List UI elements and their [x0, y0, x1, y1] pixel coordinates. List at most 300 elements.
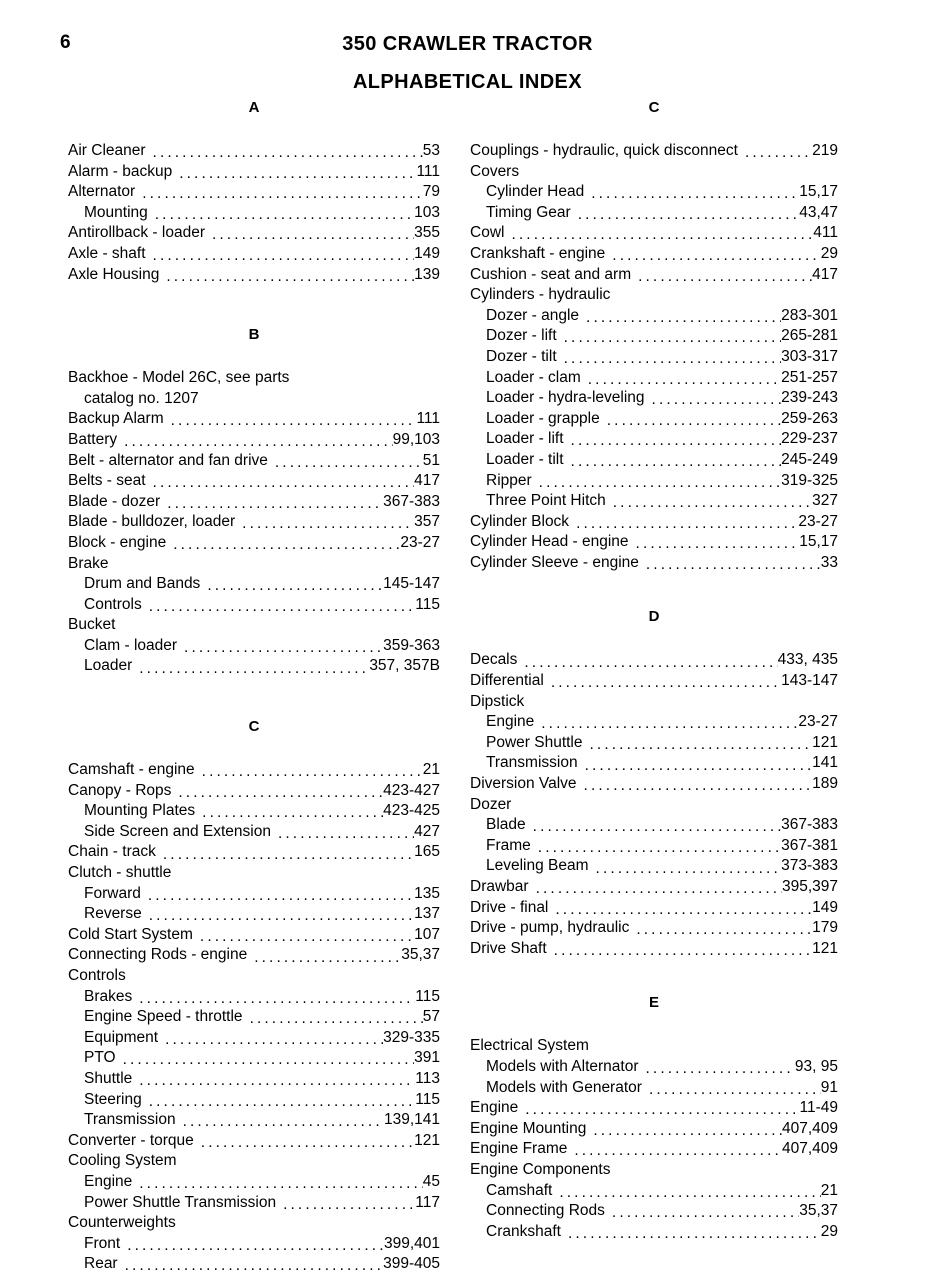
index-entry-pages: 29: [820, 244, 838, 262]
index-entry-frame[interactable]: [470, 836, 838, 857]
index-entry-pages: 143-147: [781, 672, 838, 690]
index-entry-pages: 35,37: [401, 946, 440, 964]
index-entry-pages: 245-249: [781, 450, 838, 468]
index-entry-pages: 433, 435: [777, 651, 838, 669]
dot-leader: [525, 1098, 799, 1119]
index-entry-power-shuttle-transmission[interactable]: [68, 1193, 440, 1214]
index-entry-clam-loader[interactable]: [68, 636, 440, 657]
index-entry-label: Crankshaft: [486, 1222, 561, 1240]
index-entry-pages: 395,397: [781, 878, 838, 895]
index-entry-label: Chain - track: [68, 843, 156, 861]
index-entry-leveling-beam[interactable]: [470, 856, 838, 877]
index-entry-steering[interactable]: [68, 1090, 440, 1111]
index-entry-pages: 259-263: [781, 409, 838, 427]
index-entry-label: Side Screen and Extension: [84, 822, 271, 840]
index-entry-label: Connecting Rods: [486, 1202, 605, 1220]
index-entry-drive-shaft[interactable]: [470, 939, 838, 960]
document-title: 350 CRAWLER TRACTOR: [342, 33, 593, 55]
index-entry-chain-track[interactable]: [68, 842, 440, 863]
index-entry-label: Dozer - tilt: [486, 347, 557, 365]
dot-leader: [139, 1172, 422, 1193]
dot-leader: [539, 471, 781, 492]
dot-leader: [124, 430, 392, 451]
index-entry-label: catalog no. 1207: [84, 389, 199, 407]
index-entry-antirollback-loader[interactable]: [68, 223, 440, 244]
index-entry-label: Engine: [470, 1099, 519, 1117]
dot-leader: [149, 1090, 416, 1111]
dot-leader: [652, 388, 782, 409]
index-entry-pages: 121: [414, 1131, 440, 1149]
index-entry-cylinders-hydraulic[interactable]: [470, 285, 838, 306]
index-entry-label: Front: [84, 1234, 121, 1252]
dot-leader: [574, 1139, 782, 1160]
index-entry-label: Alarm - backup: [68, 162, 173, 180]
index-entry-label: Models with Alternator: [486, 1057, 639, 1075]
dot-leader: [586, 306, 781, 327]
index-entry-alarm-backup[interactable]: [68, 162, 440, 183]
index-entry-pages: 417: [414, 472, 440, 490]
index-entry-label: Diversion Valve: [470, 775, 577, 793]
index-entry-brakes[interactable]: [68, 987, 440, 1008]
index-entry-power-shuttle[interactable]: [470, 733, 838, 754]
dot-leader: [125, 1254, 384, 1275]
index-entry-label: Engine Frame: [470, 1140, 568, 1158]
index-entry-pages: 165: [414, 843, 440, 861]
index-entry-label: Transmission: [486, 754, 578, 772]
index-entry-pages: 367-383: [781, 816, 838, 834]
index-entry-blade-bulldozer-loader[interactable]: [68, 512, 440, 533]
index-entry-label: Models with Generator: [486, 1078, 642, 1096]
index-entry-pages: 33: [820, 553, 838, 571]
index-entry-label: Mounting Plates: [84, 802, 196, 820]
index-entry-label: Drive Shaft: [470, 939, 547, 957]
index-entry-label: Clam - loader: [84, 636, 178, 654]
index-entry-drawbar[interactable]: [470, 877, 838, 898]
section-letter-a: A: [248, 99, 260, 116]
index-entry-label: Dozer - lift: [486, 327, 557, 345]
index-entry-differential[interactable]: [470, 671, 838, 692]
dot-leader: [139, 656, 369, 677]
dot-leader: [568, 1222, 821, 1243]
dot-leader: [578, 203, 800, 224]
dot-leader: [178, 781, 383, 802]
index-entry-label: Backup Alarm: [68, 410, 164, 428]
index-entry-label: Loader: [84, 657, 133, 675]
index-entry-label: Leveling Beam: [486, 857, 589, 875]
index-entry-label: Mounting: [84, 203, 148, 221]
index-entry-pages: 399-405: [383, 1255, 440, 1273]
index-entry-label: Engine: [486, 713, 535, 731]
index-entry-label: Clutch - shuttle: [68, 864, 172, 882]
dot-leader: [139, 1069, 415, 1090]
index-entry-side-screen-and-extension[interactable]: [68, 822, 440, 843]
index-entry-pages: 423-427: [383, 781, 440, 799]
section-letter-c: C: [648, 99, 660, 116]
index-entry-belt-alternator-and-fan-drive[interactable]: [68, 451, 440, 472]
dot-leader: [571, 429, 782, 450]
index-entry-engine-mounting[interactable]: [470, 1119, 838, 1140]
index-entry-pages: 145-147: [383, 575, 440, 593]
index-entry-pages: 21: [820, 1181, 838, 1199]
index-entry-loader-clam[interactable]: [470, 368, 838, 389]
index-entry-couplings-hydraulic-quick-disconnect[interactable]: [470, 141, 838, 162]
index-entry-dozer-angle[interactable]: [470, 306, 838, 327]
index-entry-alternator[interactable]: [68, 182, 440, 203]
index-entry-connecting-rods-engine[interactable]: [68, 945, 440, 966]
index-entry-pages: 23-27: [400, 533, 440, 551]
index-entry-pages: 407,409: [781, 1119, 838, 1137]
index-entry-pages: 23-27: [798, 713, 838, 731]
index-entry-electrical-system[interactable]: [470, 1036, 838, 1057]
index-entry-label: Air Cleaner: [68, 142, 146, 159]
dot-leader: [212, 223, 414, 244]
index-entry-mounting[interactable]: [68, 203, 440, 224]
index-entry-pages: 111: [416, 410, 440, 428]
index-entry-controls[interactable]: [68, 966, 440, 987]
index-entry-label: Crankshaft - engine: [470, 244, 606, 262]
index-entry-label: Cylinder Block: [470, 512, 570, 530]
dot-leader: [155, 203, 414, 224]
index-entry-drum-and-bands[interactable]: [68, 574, 440, 595]
section-letter-block-b-left: [68, 285, 440, 368]
index-entry-timing-gear[interactable]: [470, 203, 838, 224]
index-entry-ripper[interactable]: [470, 471, 838, 492]
index-entry-blade-dozer[interactable]: [68, 492, 440, 513]
index-entry-label: PTO: [84, 1049, 116, 1067]
index-entry-loader[interactable]: [68, 656, 440, 677]
index-entry-bucket[interactable]: [68, 615, 440, 636]
index-entry-pages: 355: [414, 224, 440, 242]
index-entry-forward[interactable]: [68, 884, 440, 905]
index-entry-dozer-tilt[interactable]: [470, 347, 838, 368]
index-entry-label: Loader - grapple: [486, 409, 600, 427]
index-section-d-right: [470, 650, 838, 959]
index-entry-pages: 113: [415, 1069, 440, 1087]
dot-leader: [127, 1234, 384, 1255]
index-entry-pages: 11-49: [799, 1099, 838, 1117]
index-entry-covers[interactable]: [470, 162, 838, 183]
index-entry-label: Blade: [486, 816, 526, 834]
index-entry-brake[interactable]: [68, 554, 440, 575]
dot-leader: [638, 265, 812, 286]
index-entry-label: Decals: [470, 651, 518, 669]
index-entry-label: Canopy - Rops: [68, 781, 172, 799]
index-entry-camshaft-engine[interactable]: [68, 760, 440, 781]
dot-leader: [123, 1048, 415, 1069]
index-entry-three-point-hitch[interactable]: [470, 491, 838, 512]
index-entry-label: Three Point Hitch: [486, 492, 606, 510]
index-entry-label: Controls: [68, 967, 126, 984]
dot-leader: [612, 244, 820, 265]
index-entry-label: Steering: [84, 1090, 142, 1108]
index-entry-label: Cooling System: [68, 1152, 177, 1170]
index-entry-dozer[interactable]: [470, 795, 838, 816]
index-entry-pages: 137: [414, 905, 440, 923]
dot-leader: [555, 898, 812, 919]
dot-leader: [591, 182, 799, 203]
index-entry-label: Camshaft - engine: [68, 761, 195, 779]
index-entry-canopy-rops[interactable]: [68, 781, 440, 802]
index-entry-cooling-system[interactable]: [68, 1151, 440, 1172]
index-entry-label: Axle Housing: [68, 265, 160, 283]
dot-leader: [200, 925, 414, 946]
index-entry-label: Loader - lift: [486, 430, 564, 448]
index-entry-pages: 423-425: [383, 802, 440, 820]
page-number: 6: [60, 32, 71, 53]
index-entry-label: Connecting Rods - engine: [68, 946, 248, 964]
index-entry-label: Dozer - angle: [486, 306, 580, 324]
index-entry-diversion-valve[interactable]: [470, 774, 838, 795]
dot-leader: [149, 904, 414, 925]
index-entry-label: Blade - dozer: [68, 492, 161, 510]
section-letter-c: C: [248, 718, 260, 736]
dot-leader: [275, 451, 423, 472]
index-entry-mounting-plates[interactable]: [68, 801, 440, 822]
document-subtitle: ALPHABETICAL INDEX: [352, 71, 583, 93]
index-section-b-left: [68, 368, 440, 677]
index-section-c-left: [68, 760, 440, 1275]
section-letter-d: D: [648, 608, 660, 626]
dot-leader: [139, 987, 415, 1008]
dot-leader: [576, 512, 798, 533]
index-entry-cowl[interactable]: [470, 223, 838, 244]
index-entry-transmission[interactable]: [470, 753, 838, 774]
index-entry-engine[interactable]: [470, 712, 838, 733]
dot-leader: [202, 760, 423, 781]
index-section-a-left: [68, 141, 440, 285]
index-entry-shuttle[interactable]: [68, 1069, 440, 1090]
index-entry-label: Cowl: [470, 224, 505, 242]
dot-leader: [613, 491, 812, 512]
dot-leader: [745, 141, 812, 162]
index-entry-label: Axle - shaft: [68, 244, 146, 262]
index-entry-drive-pump-hydraulic[interactable]: [470, 918, 838, 939]
dot-leader: [148, 884, 414, 905]
dot-leader: [636, 532, 800, 553]
index-entry-pages: 121: [812, 939, 838, 957]
index-entry-cylinder-head[interactable]: [470, 182, 838, 203]
dot-leader: [571, 450, 782, 471]
index-entry-label: Blade - bulldozer, loader: [68, 513, 236, 531]
index-entry-label: Ripper: [486, 471, 532, 489]
index-entry-label: Controls: [84, 595, 142, 613]
index-entry-drive-final[interactable]: [470, 898, 838, 919]
index-entry-label: Belts - seat: [68, 472, 146, 490]
dot-leader: [554, 939, 812, 960]
dot-leader: [250, 1007, 423, 1028]
index-entry-pages: 35,37: [799, 1202, 838, 1220]
index-entry-engine-components[interactable]: [470, 1160, 838, 1181]
index-section-e-right: [470, 1036, 838, 1242]
index-entry-pages: 427: [414, 822, 440, 840]
dot-leader: [588, 368, 781, 389]
index-entry-pages: 79: [422, 183, 440, 201]
index-entry-label: Forward: [84, 884, 141, 902]
index-entry-pages: 53: [422, 142, 440, 159]
index-entry-pages: 149: [812, 898, 838, 916]
index-entry-controls[interactable]: [68, 595, 440, 616]
index-entry-pages: 43,47: [799, 203, 838, 221]
index-entry-pages: 121: [812, 733, 838, 751]
dot-leader: [584, 774, 813, 795]
index-entry-crankshaft-engine[interactable]: [470, 244, 838, 265]
index-entry-block-engine[interactable]: [68, 533, 440, 554]
index-entry-pages: 15,17: [799, 183, 838, 201]
index-entry-label: Belt - alternator and fan drive: [68, 451, 268, 469]
dot-leader: [163, 842, 414, 863]
index-entry-engine[interactable]: [68, 1172, 440, 1193]
index-entry-axle-housing[interactable]: [68, 265, 440, 286]
index-entry-camshaft[interactable]: [470, 1181, 838, 1202]
dot-leader: [538, 836, 781, 857]
index-entry-loader-tilt[interactable]: [470, 450, 838, 471]
index-entry-label: Electrical System: [470, 1037, 589, 1055]
index-entry-pages: 399,401: [383, 1234, 440, 1252]
index-entry-label: Engine Components: [470, 1160, 611, 1178]
index-entry-pages: 115: [415, 595, 440, 613]
index-entry-cylinder-sleeve-engine[interactable]: [470, 553, 838, 574]
dot-leader: [167, 492, 383, 513]
index-entry-loader-lift[interactable]: [470, 429, 838, 450]
index-entry-pages: 99,103: [392, 430, 440, 448]
index-entry-cylinder-block[interactable]: [470, 512, 838, 533]
index-entry-models-with-alternator[interactable]: [470, 1057, 838, 1078]
index-entry-crankshaft[interactable]: [470, 1222, 838, 1243]
index-entry-engine-speed-throttle[interactable]: [68, 1007, 440, 1028]
index-entry-pages: 367-381: [781, 836, 838, 854]
index-entry-label: Block - engine: [68, 533, 167, 551]
index-entry-loader-grapple[interactable]: [470, 409, 838, 430]
index-entry-pages: 115: [415, 1090, 440, 1108]
index-entry-loader-hydra-leveling[interactable]: [470, 388, 838, 409]
index-entry-label: Brakes: [84, 987, 133, 1005]
index-entry-engine-frame[interactable]: [470, 1139, 838, 1160]
index-entry-label: Cushion - seat and arm: [470, 265, 632, 283]
index-entry-pages: 23-27: [798, 512, 838, 530]
index-entry-pages: 283-301: [781, 306, 838, 324]
dot-leader: [585, 753, 813, 774]
index-entry-label: Loader - clam: [486, 368, 581, 386]
dot-leader: [153, 471, 415, 492]
index-entry-backhoe-model-26c-see-parts[interactable]: [68, 368, 440, 389]
dot-leader: [593, 1119, 782, 1140]
index-entry-pages: 251-257: [781, 368, 838, 386]
index-entry-pages: 303-317: [781, 347, 838, 365]
section-letter-b: B: [248, 326, 260, 344]
index-entry-pages: 189: [812, 775, 838, 793]
index-entry-cold-start-system[interactable]: [68, 925, 440, 946]
index-entry-connecting-rods[interactable]: [470, 1201, 838, 1222]
dot-leader: [165, 1028, 383, 1049]
index-entry-pages: 91: [820, 1078, 838, 1096]
index-entry-pages: 107: [414, 925, 440, 943]
index-entry-pages: 391: [414, 1049, 440, 1067]
index-entry-engine[interactable]: [470, 1098, 838, 1119]
index-entry-rear[interactable]: [68, 1254, 440, 1275]
dot-leader: [524, 650, 777, 671]
index-entry-label: Battery: [68, 430, 118, 448]
index-entry-pages: 15,17: [799, 533, 838, 551]
index-entry-belts-seat[interactable]: [68, 471, 440, 492]
index-entry-pages: 117: [415, 1193, 440, 1211]
index-entry-label: Camshaft: [486, 1181, 553, 1199]
index-entry-converter-torque[interactable]: [68, 1131, 440, 1152]
index-entry-label: Couplings - hydraulic, quick disconnect: [470, 142, 738, 159]
index-entry-pages: 179: [812, 919, 838, 937]
section-letter-block-c-right: [470, 100, 838, 141]
index-entry-pages: 135: [414, 884, 440, 902]
index-entry-catalog-no-1207[interactable]: [68, 389, 440, 410]
dot-leader: [564, 347, 781, 368]
index-entry-label: Cylinder Sleeve - engine: [470, 553, 639, 571]
index-entry-label: Cylinder Head: [486, 183, 585, 201]
dot-leader: [590, 733, 813, 754]
index-entry-pages: 417: [812, 265, 838, 283]
index-entry-label: Cold Start System: [68, 925, 193, 943]
index-entry-pages: 21: [422, 761, 440, 779]
index-entry-label: Converter - torque: [68, 1131, 194, 1149]
index-entry-pages: 407,409: [781, 1140, 838, 1158]
index-entry-blade[interactable]: [470, 815, 838, 836]
index-entry-label: Drum and Bands: [84, 575, 201, 593]
dot-leader: [636, 918, 812, 939]
index-entry-label: Dozer: [470, 795, 512, 813]
dot-leader: [171, 409, 417, 430]
index-entry-dipstick[interactable]: [470, 692, 838, 713]
index-entry-pages: 367-383: [383, 492, 440, 510]
index-entry-pages: 139,141: [383, 1111, 440, 1129]
index-entry-front[interactable]: [68, 1234, 440, 1255]
section-letter-block-a-left: [68, 100, 440, 141]
index-entry-pages: 57: [422, 1008, 440, 1026]
index-entry-cushion-seat-and-arm[interactable]: [470, 265, 838, 286]
index-entry-equipment[interactable]: [68, 1028, 440, 1049]
dot-leader: [646, 1057, 795, 1078]
dot-leader: [533, 815, 781, 836]
index-entry-pages: 239-243: [781, 389, 838, 407]
index-entry-pages: 139: [414, 265, 440, 283]
index-entry-label: Transmission: [84, 1111, 176, 1129]
index-entry-pto[interactable]: [68, 1048, 440, 1069]
index-entry-dozer-lift[interactable]: [470, 326, 838, 347]
dot-leader: [541, 712, 798, 733]
index-entry-counterweights[interactable]: [68, 1213, 440, 1234]
index-entry-battery[interactable]: [68, 430, 440, 451]
section-letter-block-d-right: [470, 573, 838, 650]
index-entry-label: Backhoe - Model 26C, see parts: [68, 369, 290, 387]
dot-leader: [173, 533, 400, 554]
index-entry-pages: 103: [414, 203, 440, 221]
index-entry-reverse[interactable]: [68, 904, 440, 925]
index-entry-pages: 411: [813, 224, 838, 242]
dot-leader: [607, 409, 781, 430]
index-entry-clutch-shuttle[interactable]: [68, 863, 440, 884]
index-entry-label: Timing Gear: [486, 203, 571, 221]
index-entry-decals[interactable]: [470, 650, 838, 671]
index-entry-backup-alarm[interactable]: [68, 409, 440, 430]
index-entry-air-cleaner[interactable]: [68, 141, 440, 162]
index-entry-pages: 357, 357B: [369, 657, 440, 675]
index-entry-models-with-generator[interactable]: [470, 1078, 838, 1099]
index-entry-pages: 45: [422, 1172, 440, 1190]
dot-leader: [254, 945, 401, 966]
index-entry-axle-shaft[interactable]: [68, 244, 440, 265]
index-entry-label: Engine Mounting: [470, 1119, 587, 1137]
index-entry-transmission[interactable]: [68, 1110, 440, 1131]
index-entry-cylinder-head-engine[interactable]: [470, 532, 838, 553]
index-section-c-right: [470, 141, 838, 573]
index-entry-label: Loader - hydra-leveling: [486, 389, 645, 407]
